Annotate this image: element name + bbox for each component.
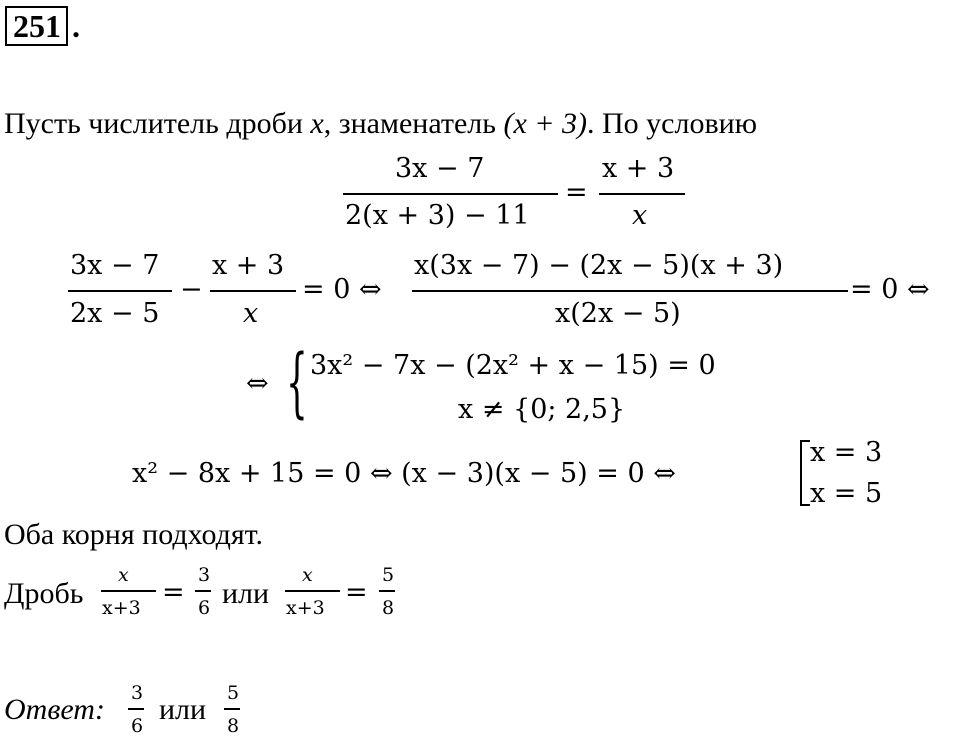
intro-var-x: x (310, 107, 324, 140)
problem-number-dot: . (72, 8, 80, 44)
fraction-b-denominator: x+3 (286, 597, 325, 619)
eq2-f3-numerator: x(3x − 7) − (2x − 5)(x + 3) (414, 250, 784, 281)
fraction-a-bar (101, 590, 156, 592)
fraction-a-value-numerator: 3 (198, 564, 211, 586)
intro-text-2: , знаменатель (323, 107, 504, 140)
fraction-a-value-bar (195, 590, 211, 592)
eq1-left-denominator: 2(x + 3) − 11 (345, 200, 530, 231)
eq1-left-fraction-bar (343, 193, 558, 195)
eq2-minus: − (180, 274, 203, 305)
answer-v2-bar (224, 708, 240, 710)
eq2-end: = 0 ⇔ (850, 274, 930, 305)
intro-text-1: Пусть числитель дроби (4, 107, 311, 140)
fraction-or: или (222, 577, 270, 610)
answer-or: или (159, 693, 207, 726)
system-brace-icon: { (286, 337, 308, 426)
intro-line (4, 106, 757, 142)
eq2-f1-denominator: 2x − 5 (70, 298, 160, 329)
eq1-right-denominator: x (632, 200, 648, 231)
eq3-root-2: x = 5 (810, 478, 883, 509)
fraction-b-value-bar (379, 590, 395, 592)
eq2-mid: = 0 ⇔ (302, 274, 382, 305)
fraction-b-bar (285, 590, 340, 592)
answer-label: Ответ: (4, 693, 105, 726)
eq2-f2-bar (210, 290, 296, 292)
answer-v1-bar (128, 708, 144, 710)
eq1-left-numerator: 3x − 7 (395, 153, 485, 184)
eq1-equals: = (565, 177, 588, 208)
eq2-f3-bar (412, 290, 848, 292)
answer-v1-numerator: 3 (131, 682, 144, 704)
eq1-right-fraction-bar (599, 193, 685, 195)
problem-number: 251 (5, 6, 68, 46)
eq3-bracket-icon (800, 440, 810, 506)
both-roots-text: Оба корня подходят. (4, 518, 264, 551)
fraction-b-value-denominator: 8 (382, 597, 395, 619)
answer-v2-numerator: 5 (227, 682, 240, 704)
fraction-b-value-numerator: 5 (382, 564, 395, 586)
system-line-1: 3x² − 7x − (2x² + x − 15) = 0 (310, 350, 716, 381)
system-iff: ⇔ (246, 368, 269, 399)
answer-v2-denominator: 8 (227, 715, 240, 737)
fraction-b-numerator: x (302, 564, 313, 586)
eq1-right-numerator: x + 3 (602, 153, 675, 184)
fraction-a-value-denominator: 6 (198, 597, 211, 619)
fraction-a-numerator: x (118, 564, 129, 586)
eq2-f1-numerator: 3x − 7 (70, 250, 160, 281)
answer-v1-denominator: 6 (131, 715, 144, 737)
eq2-f2-denominator: x (243, 298, 259, 329)
fraction-a-denominator: x+3 (102, 597, 141, 619)
intro-expr: (x + 3) (503, 107, 587, 140)
intro-text-3: . По условию (587, 107, 758, 140)
eq2-f3-denominator: x(2x − 5) (555, 298, 681, 329)
eq2-f1-bar (68, 290, 172, 292)
fraction-eq-1: = (162, 577, 185, 608)
eq3-root-1: x = 3 (810, 437, 883, 468)
system-line-2: x ≠ {0; 2,5} (458, 394, 626, 425)
eq3-main: x² − 8x + 15 = 0 ⇔ (x − 3)(x − 5) = 0 ⇔ (132, 458, 676, 489)
fraction-label: Дробь (4, 577, 84, 610)
fraction-eq-2: = (345, 577, 368, 608)
eq2-f2-numerator: x + 3 (212, 250, 285, 281)
